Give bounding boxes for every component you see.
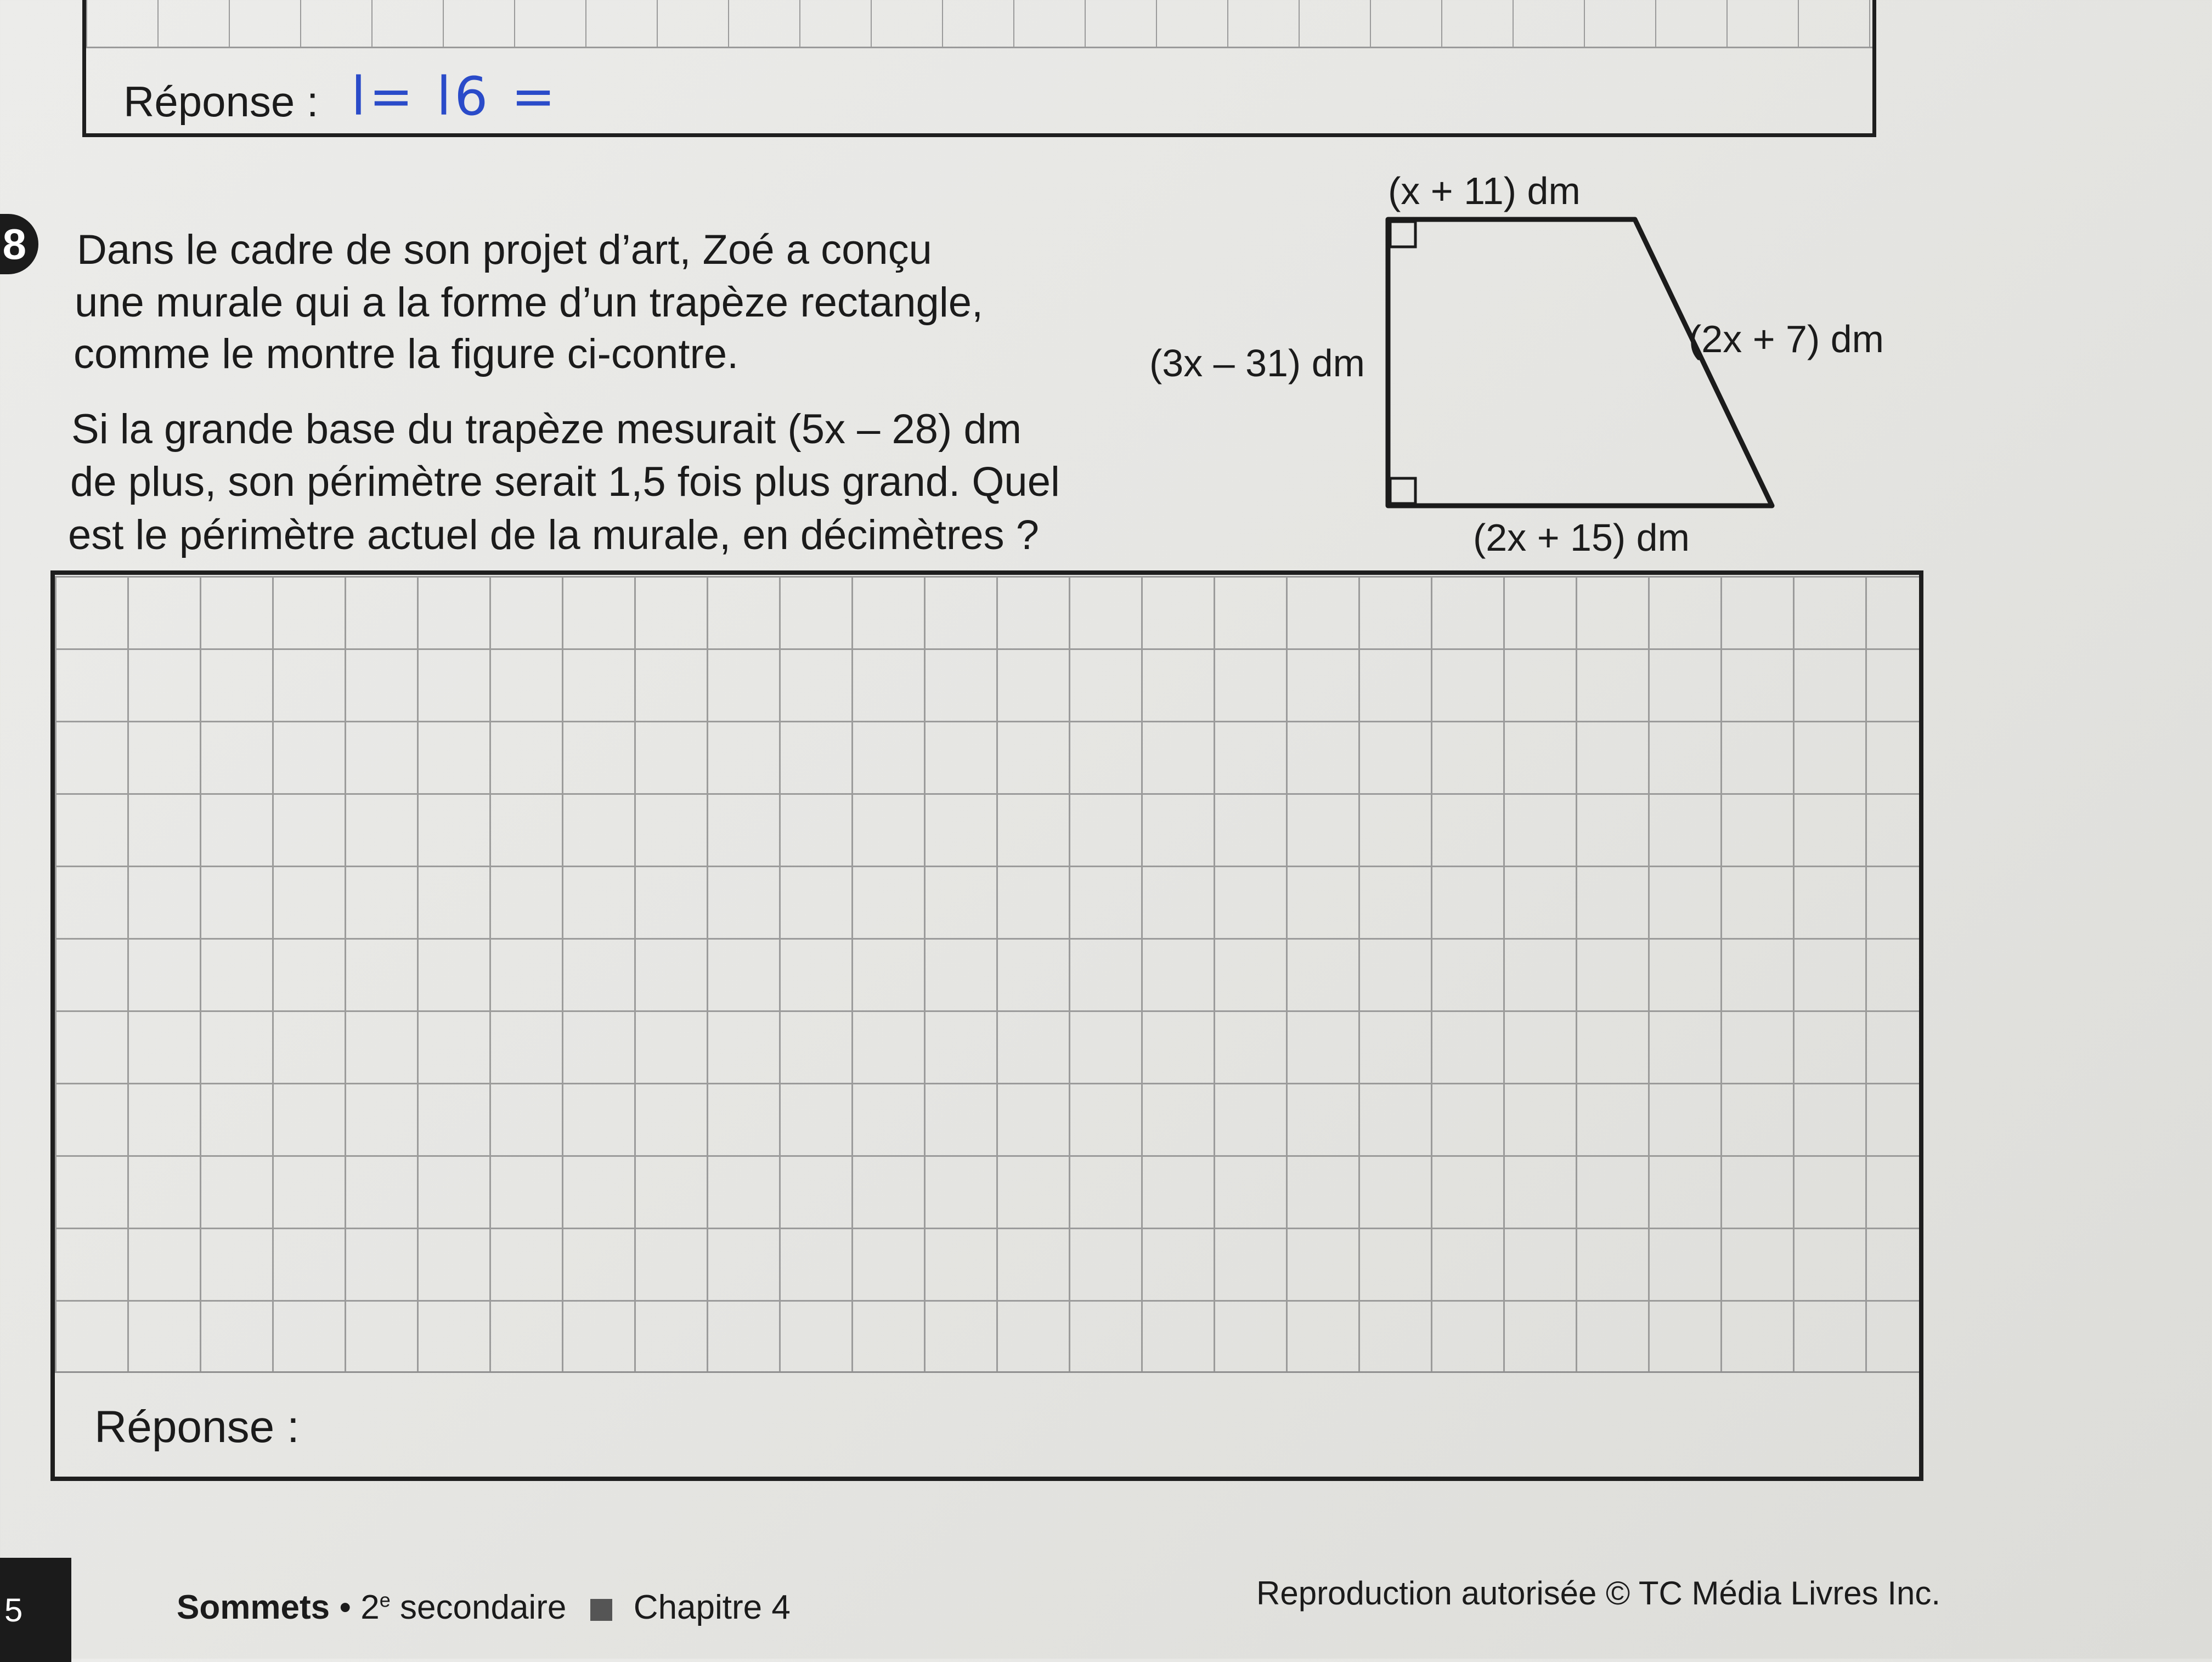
- footer-level-text: secondaire: [400, 1588, 567, 1626]
- slant-side-label: (2x + 7) dm: [1689, 318, 1884, 360]
- footer-book-info: [177, 1588, 791, 1627]
- problem-text-line: est le périmètre actuel de la murale, en décimètres ?: [68, 512, 1039, 558]
- top-answer-handwriting: l= l6 =: [351, 66, 559, 127]
- trapezoid-figure: [1130, 165, 1909, 581]
- footer-level-number: 2: [360, 1588, 380, 1626]
- problem-text-line: Dans le cadre de son projet d’art, Zoé a conçu: [77, 227, 932, 273]
- problem-text-line: Si la grande base du trapèze mesurait (5x – 28) dm: [71, 406, 1022, 453]
- problem-text-line: une murale qui a la forme d’un trapèze rectangle,: [75, 279, 984, 326]
- top-answer-label: Réponse :: [123, 77, 319, 126]
- top-base-label: (x + 11) dm: [1388, 169, 1581, 212]
- footer-bullet: •: [339, 1588, 361, 1626]
- work-answer-box: [50, 570, 1923, 1481]
- problem-number-badge: 8: [0, 214, 38, 274]
- work-answer-label: Réponse :: [94, 1402, 300, 1452]
- problem-text-line: comme le montre la figure ci-contre.: [74, 331, 739, 377]
- problem-text-line: de plus, son périmètre serait 1,5 fois plus grand. Quel: [70, 459, 1060, 505]
- footer-copyright: Reproduction autorisée © TC Média Livres Inc.: [1256, 1575, 1941, 1612]
- footer-chapter: Chapitre 4: [633, 1588, 791, 1626]
- right-angle-marker-top: [1390, 222, 1415, 247]
- page-number-tab: 5: [0, 1558, 71, 1662]
- bottom-base-label: (2x + 15) dm: [1473, 516, 1690, 559]
- footer-square-icon: [590, 1599, 612, 1621]
- footer-book-title: Sommets: [177, 1588, 330, 1626]
- trapezoid-shape: [1388, 219, 1772, 506]
- footer-level-superscript: e: [379, 1588, 391, 1612]
- height-side-label: (3x – 31) dm: [1149, 342, 1365, 385]
- right-angle-marker-bottom: [1390, 478, 1415, 504]
